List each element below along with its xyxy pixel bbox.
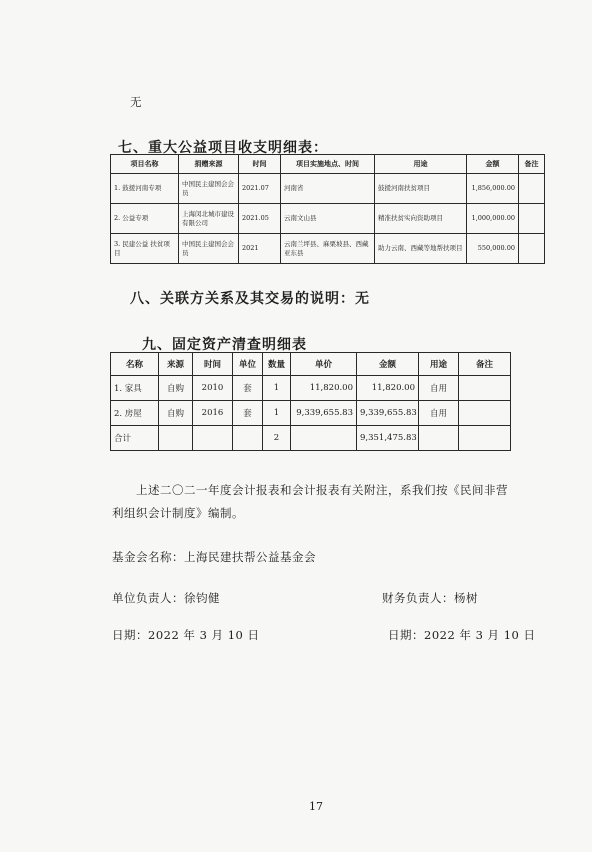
note-cell [459, 401, 511, 426]
place-cell: 云南文山县 [281, 204, 375, 234]
project-name: 2. 公益专项 [111, 204, 179, 234]
note-cell [459, 426, 511, 451]
time-cell: 2016 [193, 401, 233, 426]
section9-heading: 九、固定资产清查明细表 [142, 337, 307, 353]
header-cell: 项目实施地点、时间 [281, 155, 375, 174]
note-cell [519, 204, 545, 234]
source-cell: 自购 [159, 376, 193, 401]
header-cell: 来源 [159, 353, 193, 376]
header-cell: 备注 [459, 353, 511, 376]
header-cell: 备注 [519, 155, 545, 174]
page-number: 17 [309, 800, 323, 813]
time-cell: 2010 [193, 376, 233, 401]
amount-cell: 1,856,000.00 [467, 174, 519, 204]
time-cell [193, 426, 233, 451]
header-cell: 金额 [357, 353, 419, 376]
date-left: 日期：2022 年 3 月 10 日 [112, 628, 260, 642]
source-cell: 自购 [159, 401, 193, 426]
asset-name: 1. 家具 [111, 376, 159, 401]
total-label: 合计 [111, 426, 159, 451]
place-cell: 河南省 [281, 174, 375, 204]
header-cell: 用途 [419, 353, 459, 376]
note-cell [459, 376, 511, 401]
donation-source: 中国民主建国会会员 [179, 174, 239, 204]
source-cell [159, 426, 193, 451]
qty-cell: 2 [263, 426, 291, 451]
amount-cell: 1,000,000.00 [467, 204, 519, 234]
header-cell: 单位 [233, 353, 263, 376]
header-cell: 名称 [111, 353, 159, 376]
table-row [111, 234, 545, 264]
place-cell: 云南兰坪县、麻栗坡县、西藏亚东县 [281, 234, 375, 264]
unit-cell: 套 [233, 401, 263, 426]
section8-text: 八、关联方关系及其交易的说明：无 [130, 291, 370, 307]
amount-cell: 550,000.00 [467, 234, 519, 264]
qty-cell: 1 [263, 401, 291, 426]
time-cell: 2021 [239, 234, 281, 264]
header-cell: 时间 [239, 155, 281, 174]
header-cell: 时间 [193, 353, 233, 376]
use-cell: 助力云南、西藏等地帮扶项目 [375, 234, 467, 264]
table-header-row [111, 353, 511, 376]
header-cell: 用途 [375, 155, 467, 174]
project-name: 3. 民建公益 扶贫项目 [111, 234, 179, 264]
donation-source: 上海闵北城市建设有限公司 [179, 204, 239, 234]
price-cell: 9,339,655.83 [291, 401, 357, 426]
section7-heading: 七、重大公益项目收支明细表： [118, 140, 328, 156]
header-cell: 单价 [291, 353, 357, 376]
price-cell [291, 426, 357, 451]
note-cell [519, 234, 545, 264]
table-total-row [111, 426, 511, 451]
header-cell: 金额 [467, 155, 519, 174]
fixed-assets-table [110, 352, 511, 451]
unit-cell [233, 426, 263, 451]
use-cell [419, 426, 459, 451]
statement-line-2: 利组织会计制度》编制。 [112, 506, 244, 520]
qty-cell: 1 [263, 376, 291, 401]
header-cell: 数量 [263, 353, 291, 376]
table-row [111, 376, 511, 401]
total-amount: 9,351,475.83 [357, 426, 419, 451]
finance-head: 财务负责人：杨树 [382, 591, 478, 605]
use-cell: 精准扶贫实向资助项目 [375, 204, 467, 234]
header-cell: 项目名称 [111, 155, 179, 174]
use-cell: 自用 [419, 376, 459, 401]
table-header-row [111, 155, 545, 174]
table-row [111, 401, 511, 426]
price-cell: 11,820.00 [291, 376, 357, 401]
amount-cell: 11,820.00 [357, 376, 419, 401]
use-cell: 鼓援河南扶贫项目 [375, 174, 467, 204]
time-cell: 2021.07 [239, 174, 281, 204]
date-right: 日期：2022 年 3 月 10 日 [388, 628, 536, 642]
asset-name: 2. 房屋 [111, 401, 159, 426]
use-cell: 自用 [419, 401, 459, 426]
project-name: 1. 鼓援河南专项 [111, 174, 179, 204]
time-cell: 2021.05 [239, 204, 281, 234]
table-row [111, 174, 545, 204]
amount-cell: 9,339,655.83 [357, 401, 419, 426]
donation-source: 中国民主建国会会员 [179, 234, 239, 264]
unit-head: 单位负责人：徐钧健 [112, 591, 220, 605]
table-row [111, 204, 545, 234]
statement-line-1: 上述二〇二一年度会计报表和会计报表有关附注，系我们按《民间非营 [136, 483, 508, 497]
note-cell [519, 174, 545, 204]
foundation-name: 基金会名称：上海民建扶帮公益基金会 [112, 550, 316, 564]
top-text: 无 [130, 95, 142, 109]
major-projects-table [110, 154, 545, 264]
unit-cell: 套 [233, 376, 263, 401]
header-cell: 捐赠来源 [179, 155, 239, 174]
